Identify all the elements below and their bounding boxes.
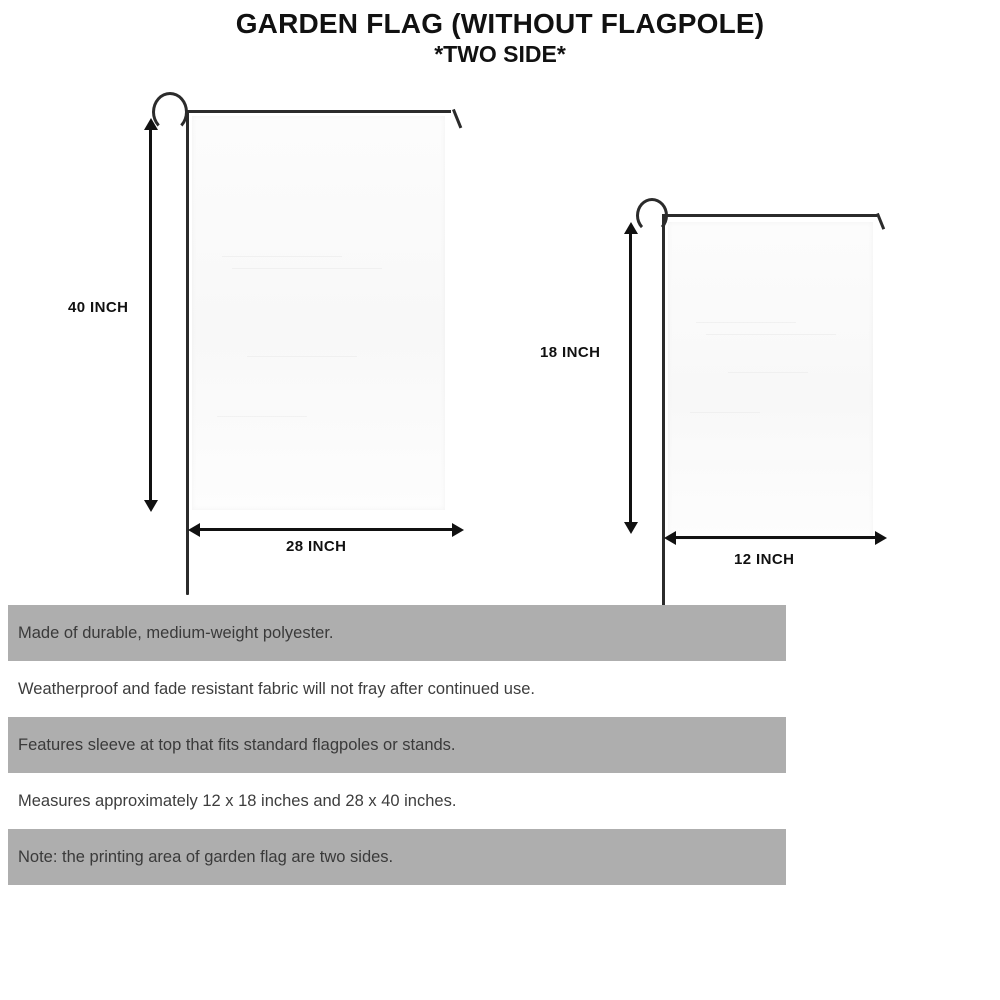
large-flag-cloth (192, 116, 445, 510)
small-height-arrow-down (624, 522, 638, 534)
title-line-2: *TWO SIDE* (434, 41, 566, 68)
small-flag-pole-hook (876, 213, 885, 230)
large-flag-pole-hook (452, 109, 462, 129)
list-item (8, 773, 786, 829)
feature-text: Features sleeve at top that fits standard flagpoles or stands. (18, 735, 456, 754)
small-height-dimension-line (629, 232, 632, 528)
small-flag-pole (662, 214, 665, 609)
small-width-arrow-right (875, 531, 887, 545)
feature-list (8, 605, 786, 885)
small-width-label: 12 INCH (734, 551, 795, 568)
large-height-arrow-up (144, 118, 158, 130)
large-flag-pole-arm (186, 110, 451, 113)
large-height-dimension-line (149, 128, 152, 506)
large-height-label: 40 INCH (68, 299, 129, 316)
small-flag-cloth (668, 222, 873, 540)
large-width-arrow-right (452, 523, 464, 537)
list-item (8, 605, 786, 661)
feature-text: Measures approximately 12 x 18 inches and 28 x 40 inches. (18, 791, 457, 810)
small-flag-pole-curl-icon (636, 198, 668, 233)
list-item (8, 717, 786, 773)
small-flag-pole-arm (662, 214, 877, 217)
large-width-dimension-line (196, 528, 453, 531)
small-width-arrow-left (664, 531, 676, 545)
large-height-arrow-down (144, 500, 158, 512)
list-item (8, 661, 786, 717)
feature-text: Weatherproof and fade resistant fabric will not fray after continued use. (18, 679, 535, 698)
small-width-dimension-line (672, 536, 876, 539)
title-line-1: GARDEN FLAG (WITHOUT FLAGPOLE) (235, 8, 765, 39)
large-width-arrow-left (188, 523, 200, 537)
list-item (8, 829, 786, 885)
large-width-label: 28 INCH (286, 538, 347, 555)
feature-text: Made of durable, medium-weight polyester. (18, 623, 334, 642)
page-title (0, 8, 1000, 69)
small-height-arrow-up (624, 222, 638, 234)
small-height-label: 18 INCH (540, 344, 601, 361)
feature-text: Note: the printing area of garden flag are two sides. (18, 847, 394, 866)
